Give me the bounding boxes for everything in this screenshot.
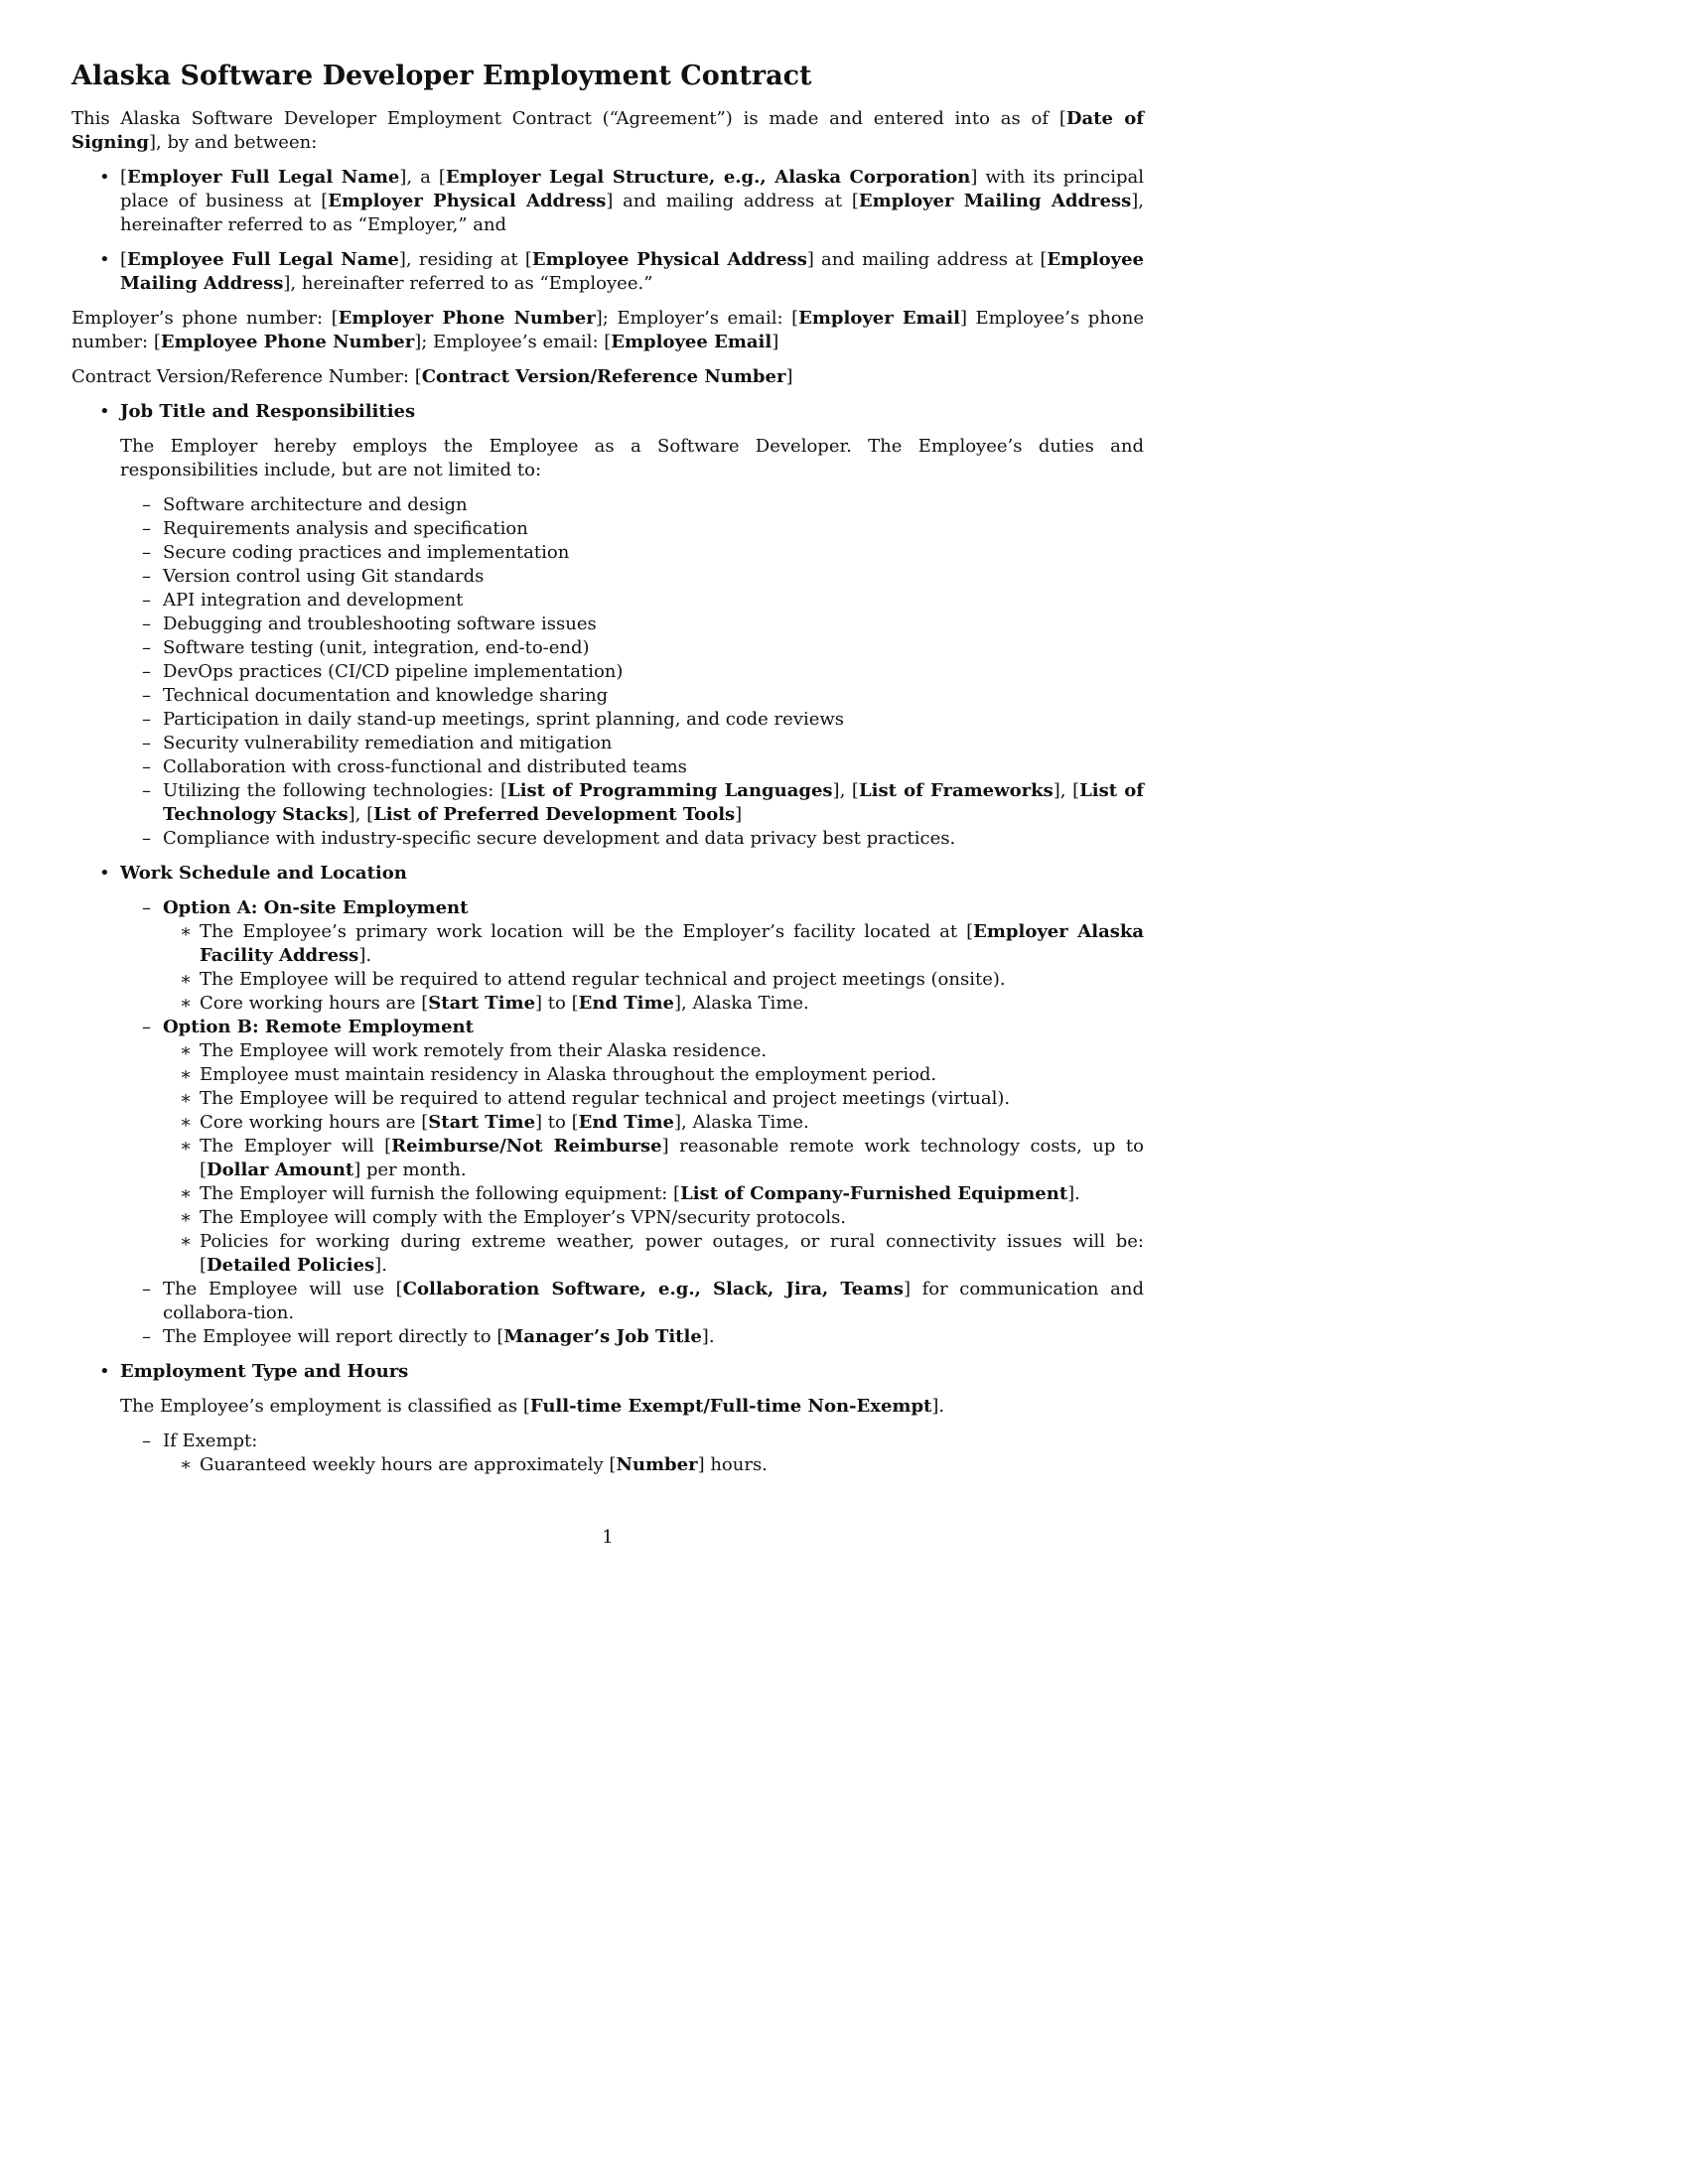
duty-item: – Secure coding practices and implementation (120, 541, 1144, 565)
dollar-amount-placeholder: Dollar Amount (207, 1160, 354, 1180)
schedule-list (120, 896, 1144, 1349)
text: ] reasonable remote work technology costs, up to [ (200, 1136, 1144, 1180)
duty-item: – Software architecture and design (120, 493, 1144, 517)
duty-item: – Participation in daily stand-up meetings, sprint planning, and code reviews (120, 708, 1144, 732)
employee-physical-address-placeholder: Employee Physical Address (531, 249, 807, 270)
employee-email-placeholder: Employee Email (611, 332, 773, 352)
tools-placeholder: List of Preferred Development Tools (373, 804, 736, 825)
text: [ (120, 249, 128, 270)
option-b-list (163, 1039, 1144, 1278)
contract-version-placeholder: Contract Version/Reference Number (421, 366, 786, 387)
employee-mailing-address-placeholder: Employee Mailing Address (120, 249, 1144, 294)
text: ] and mailing address at [ (806, 249, 1048, 270)
stacks-placeholder: List of Technology Stacks (163, 780, 1144, 825)
text: ]. (358, 945, 372, 966)
contact-paragraph (71, 307, 1144, 354)
facility-address-placeholder: Employer Alaska Facility Address (200, 921, 1145, 966)
detailed-policies-placeholder: Detailed Policies (207, 1255, 375, 1276)
equipment-list-placeholder: List of Company-Furnished Equipment (680, 1183, 1068, 1204)
contract-page (71, 60, 1144, 1488)
employee-name-placeholder: Employee Full Legal Name (127, 249, 399, 270)
employer-mailing-address-placeholder: Employer Mailing Address (858, 191, 1132, 211)
employment-type-heading: Employment Type and Hours (120, 1361, 409, 1382)
sections-list (71, 400, 1144, 1477)
job-intro: The Employer hereby employs the Employee as a Software Developer. The Employee’s duties and responsibilities include, but are not limited to: (120, 436, 1144, 480)
duties-list (120, 493, 1144, 851)
text: ] (772, 332, 779, 352)
text: ], hereinafter referred to as “Employee.” (283, 273, 653, 294)
schedule-heading: Work Schedule and Location (120, 863, 407, 884)
option-a-heading: Option A: On-site Employment (163, 897, 469, 918)
text: ] per month. (353, 1160, 467, 1180)
duty-item: – Software testing (unit, integration, end-to-end) (120, 636, 1144, 660)
text: Core working hours are [ (200, 1112, 429, 1133)
classification-placeholder: Full-time Exempt/Full-time Non-Exempt (529, 1396, 932, 1417)
duty-item: – Collaboration with cross-functional and distributed teams (120, 755, 1144, 779)
text: ] for communication and collabora-tion. (163, 1279, 1144, 1323)
text: Utilizing the following technologies: [ (163, 780, 508, 801)
facility-item (163, 920, 1144, 968)
text: ]; Employer’s email: [ (595, 308, 799, 329)
text: ], [ (1053, 780, 1080, 801)
duty-item: – Requirements analysis and specification (120, 517, 1144, 541)
duty-item: – Technical documentation and knowledge sharing (120, 684, 1144, 708)
exempt-list (120, 1430, 1144, 1477)
text: The Employee will use [ (163, 1279, 403, 1299)
end-time-placeholder: End Time (578, 993, 674, 1014)
text: Core working hours are [ (200, 993, 429, 1014)
section-heading (120, 400, 1144, 424)
text: ] Employee’s phone number: [ (71, 308, 1144, 352)
job-heading: Job Title and Responsibilities (120, 401, 416, 422)
text: ] to [ (535, 1112, 579, 1133)
text: ] (785, 366, 793, 387)
text: ]; Employee’s email: [ (414, 332, 612, 352)
version-paragraph (71, 365, 1144, 389)
employer-name-placeholder: Employer Full Legal Name (127, 167, 400, 188)
option-b (120, 1016, 1144, 1278)
text: The Employee’s primary work location will be the Employer’s facility located at [ (200, 921, 974, 942)
residency-item: ∗ Employee must maintain residency in Alaska throughout the employment period. (163, 1063, 1144, 1087)
text: ], Alaska Time. (674, 1112, 809, 1133)
classification-paragraph (120, 1395, 1144, 1419)
duty-item: – API integration and development (120, 589, 1144, 613)
technologies-item (120, 779, 1144, 827)
text: Employer’s phone number: [ (71, 308, 339, 329)
text: ] with its principal place of business at [ (120, 167, 1144, 211)
meetings-item: ∗ The Employee will be required to attend regular technical and project meetings (virtual). (163, 1087, 1144, 1111)
text: ], [ (348, 804, 374, 825)
text: ] to [ (535, 993, 579, 1014)
intro-text: This Alaska Software Developer Employment Contract (“Agreement”) is made and entered into as of [ (71, 108, 1066, 129)
section-heading (120, 1360, 1144, 1384)
text: ], Alaska Time. (674, 993, 809, 1014)
end-time-placeholder: End Time (578, 1112, 674, 1133)
remote-item: ∗ The Employee will work remotely from their Alaska residence. (163, 1039, 1144, 1063)
text: ], [ (832, 780, 859, 801)
text: Policies for working during extreme weather, power outages, or rural connectivity issues will be: [ (200, 1231, 1144, 1276)
text: ]. (701, 1326, 715, 1347)
text: ] hours. (697, 1454, 768, 1475)
hours-item (163, 1111, 1144, 1135)
employer-phone-placeholder: Employer Phone Number (338, 308, 596, 329)
start-time-placeholder: Start Time (428, 993, 536, 1014)
employee-phone-placeholder: Employee Phone Number (160, 332, 415, 352)
number-placeholder: Number (616, 1454, 698, 1475)
duty-item: – Debugging and troubleshooting software issues (120, 613, 1144, 636)
duty-item: – DevOps practices (CI/CD pipeline implementation) (120, 660, 1144, 684)
text: Guaranteed weekly hours are approximately [ (200, 1454, 617, 1475)
weather-item (163, 1230, 1144, 1278)
document-title: Alaska Software Developer Employment Contract (71, 61, 812, 91)
intro-text: ], by and between: (149, 132, 318, 153)
exempt-sublist (163, 1453, 1144, 1477)
text: The Employee will report directly to [ (163, 1326, 504, 1347)
reimburse-item (163, 1135, 1144, 1182)
text: Contract Version/Reference Number: [ (71, 366, 422, 387)
collaboration-software-placeholder: Collaboration Software, e.g., Slack, Jira, Teams (402, 1279, 904, 1299)
weekly-hours-item (163, 1453, 1144, 1477)
date-of-signing-placeholder: Date of Signing (71, 108, 1144, 153)
text: ], residing at [ (398, 249, 532, 270)
start-time-placeholder: Start Time (428, 1112, 536, 1133)
option-a (120, 896, 1144, 1016)
duty-item: – Version control using Git standards (120, 565, 1144, 589)
text: ], hereinafter referred to as “Employer,” and (120, 191, 1145, 235)
option-a-list (163, 920, 1144, 1016)
reporting-item (120, 1325, 1144, 1349)
employer-structure-placeholder: Employer Legal Structure, e.g., Alaska Corporation (445, 167, 971, 188)
employee-party (71, 248, 1144, 296)
section-schedule (71, 862, 1144, 1349)
text: ] (735, 804, 743, 825)
text: ]. (1067, 1183, 1080, 1204)
section-employment-type (71, 1360, 1144, 1477)
meetings-item: ∗ The Employee will be required to attend regular technical and project meetings (onsite). (163, 968, 1144, 992)
intro-paragraph (71, 107, 1144, 155)
reimburse-choice-placeholder: Reimburse/Not Reimburse (391, 1136, 662, 1157)
equipment-item (163, 1182, 1144, 1206)
exempt-label: If Exempt: (163, 1431, 258, 1451)
section-job (71, 400, 1144, 851)
section-heading (120, 862, 1144, 886)
exempt-item (120, 1430, 1144, 1477)
hours-item (163, 992, 1144, 1016)
text: [ (120, 167, 128, 188)
text: The Employer will furnish the following equipment: [ (200, 1183, 681, 1204)
text: ] and mailing address at [ (606, 191, 859, 211)
text: ]. (374, 1255, 387, 1276)
parties-list (71, 166, 1144, 296)
duty-item: – Security vulnerability remediation and mitigation (120, 732, 1144, 755)
languages-placeholder: List of Programming Languages (507, 780, 833, 801)
text: ], a [ (399, 167, 446, 188)
manager-title-placeholder: Manager’s Job Title (503, 1326, 702, 1347)
option-b-heading: Option B: Remote Employment (163, 1017, 474, 1037)
employer-email-placeholder: Employer Email (798, 308, 960, 329)
employer-party (71, 166, 1144, 237)
collaboration-item (120, 1278, 1144, 1325)
duty-item: – Compliance with industry-specific secure development and data privacy best practices. (120, 827, 1144, 851)
text: The Employer will [ (200, 1136, 392, 1157)
page-number: 1 (602, 1527, 614, 1548)
frameworks-placeholder: List of Frameworks (858, 780, 1054, 801)
text: The Employee’s employment is classified as [ (120, 1396, 530, 1417)
employer-physical-address-placeholder: Employer Physical Address (328, 191, 607, 211)
vpn-item: ∗ The Employee will comply with the Employer’s VPN/security protocols. (163, 1206, 1144, 1230)
text: ]. (931, 1396, 945, 1417)
